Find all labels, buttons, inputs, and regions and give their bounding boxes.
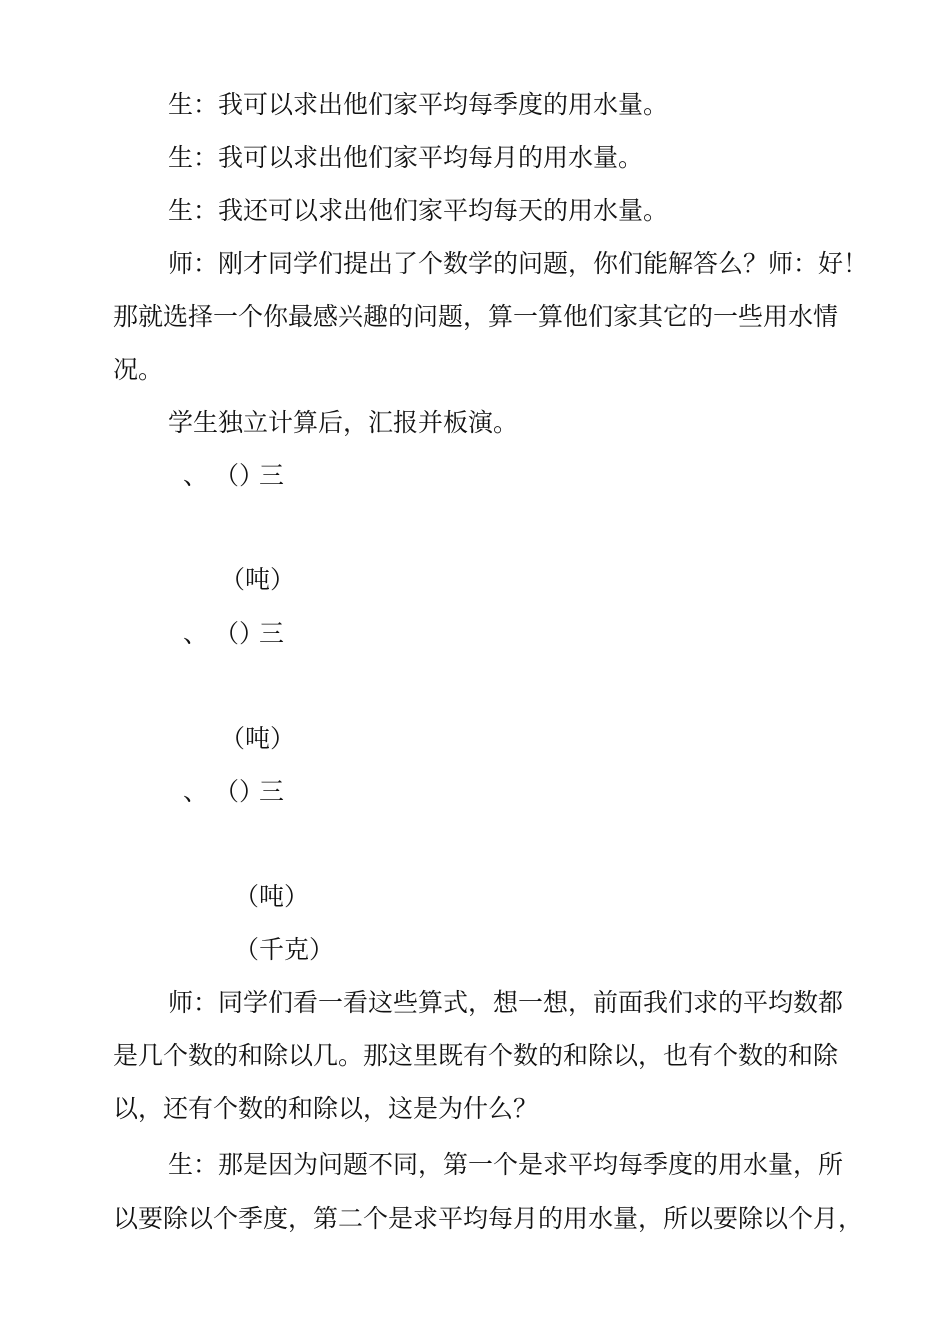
paragraph-line: 以，还有个数的和除以，这是为什么？ <box>113 1094 539 1123</box>
calc-unit-kg: （千克） <box>234 935 335 964</box>
calc-equals: 三 <box>259 461 285 490</box>
paragraph-line: 生：我可以求出他们家平均每季度的用水量。 <box>168 90 669 119</box>
paragraph-line: 以要除以个季度，第二个是求平均每月的用水量，所以要除以个月， <box>113 1204 864 1233</box>
paragraph-line: 是几个数的和除以几。那这里既有个数的和除以，也有个数的和除 <box>113 1041 839 1070</box>
paragraph-line: 生：那是因为问题不同，第一个是求平均每季度的用水量，所 <box>168 1150 844 1179</box>
calc-equals: 三 <box>259 619 285 648</box>
paragraph-line: 师：刚才同学们提出了个数学的问题，你们能解答么？师：好！ <box>168 249 869 278</box>
paragraph-line: 师：同学们看一看这些算式，想一想，前面我们求的平均数都 <box>168 988 844 1017</box>
calc-unit: （吨） <box>234 882 310 911</box>
calc-paren: （） <box>214 777 265 806</box>
calc-marker: 、 <box>183 461 209 490</box>
calc-unit: （吨） <box>220 565 296 594</box>
paragraph-line: 那就选择一个你最感兴趣的问题，算一算他们家其它的一些用水情 <box>113 302 839 331</box>
paragraph-line: 学生独立计算后，汇报并板演。 <box>168 408 519 437</box>
paragraph-line: 生：我还可以求出他们家平均每天的用水量。 <box>168 196 669 225</box>
calc-unit: （吨） <box>220 724 296 753</box>
calc-paren: （） <box>214 461 265 490</box>
paragraph-line: 况。 <box>113 355 164 384</box>
calc-paren: （） <box>214 619 265 648</box>
calc-equals: 三 <box>259 777 285 806</box>
calc-marker: 、 <box>183 777 209 806</box>
paragraph-line: 生：我可以求出他们家平均每月的用水量。 <box>168 143 644 172</box>
calc-marker: 、 <box>183 619 209 648</box>
